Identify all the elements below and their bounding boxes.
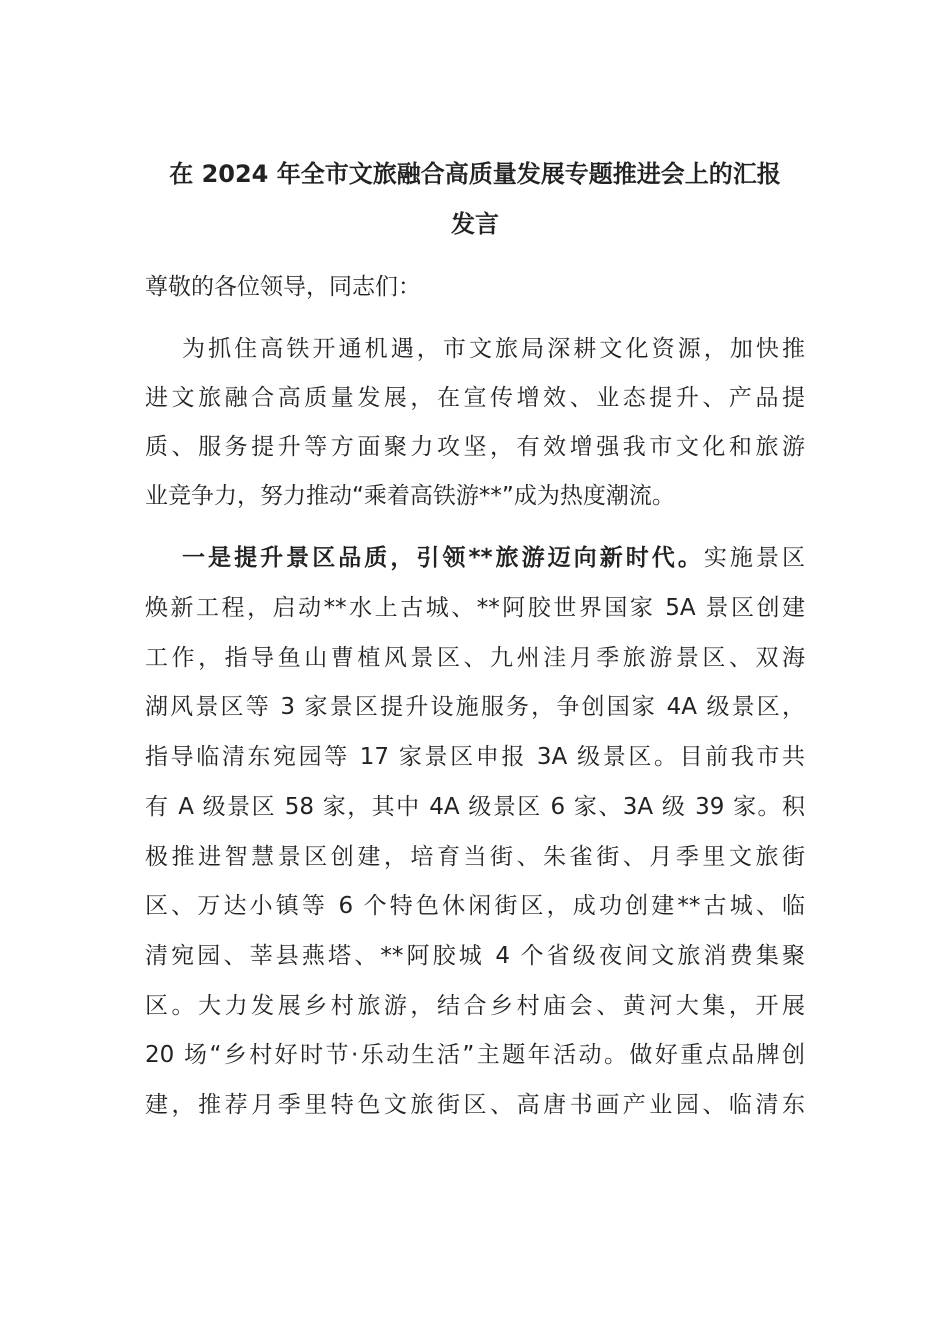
paragraph-2-line: 20 场“乡村好时节·乐动生活”主题年活动。做好重点品牌创 <box>145 1042 805 1068</box>
paragraph-2-first-line <box>182 543 805 573</box>
paragraph-2-line: 焕新工程，启动**水上古城、**阿胶世界国家 5A 景区创建 <box>145 595 805 621</box>
paragraph-2-line: 清宛园、莘县燕塔、**阿胶城 4 个省级夜间文旅消费集聚 <box>145 943 805 969</box>
document-title-line-1: 在 2024 年全市文旅融合高质量发展专题推进会上的汇报 <box>169 160 781 188</box>
paragraph-1-line: 业竞争力，努力推动“乘着高铁游**”成为热度潮流。 <box>145 483 675 509</box>
paragraph-2-line: 指导临清东宛园等 17 家景区申报 3A 级景区。目前我市共 <box>145 744 805 770</box>
paragraph-2-line: 建，推荐月季里特色文旅街区、高唐书画产业园、临清东 <box>145 1092 805 1118</box>
paragraph-2-line: 工作，指导鱼山曹植风景区、九州洼月季旅游景区、双海 <box>145 645 805 671</box>
paragraph-2-line: 极推进智慧景区创建，培育当街、朱雀街、月季里文旅街 <box>145 844 805 870</box>
paragraph-2-line: 区、万达小镇等 6 个特色休闲街区，成功创建**古城、临 <box>145 893 805 919</box>
document-title-line-2: 发言 <box>451 210 499 238</box>
salutation: 尊敬的各位领导，同志们： <box>145 274 421 300</box>
paragraph-2-line: 湖风景区等 3 家景区提升设施服务，争创国家 4A 级景区， <box>145 694 805 720</box>
paragraph-1-line: 质、服务提升等方面聚力攻坚，有效增强我市文化和旅游 <box>145 434 805 460</box>
paragraph-2-heading: 一是提升景区品质，引领**旅游迈向新时代。 <box>182 545 704 571</box>
paragraph-2-line: 有 A 级景区 58 家，其中 4A 级景区 6 家、3A 级 39 家。积 <box>145 794 805 820</box>
paragraph-1-line: 进文旅融合高质量发展，在宣传增效、业态提升、产品提 <box>145 385 805 411</box>
paragraph-1-line: 为抓住高铁开通机遇，市文旅局深耕文化资源，加快推 <box>182 336 805 362</box>
paragraph-2-first-line-rest: 实施景区 <box>703 545 805 571</box>
paragraph-2-line: 区。大力发展乡村旅游，结合乡村庙会、黄河大集，开展 <box>145 993 805 1019</box>
